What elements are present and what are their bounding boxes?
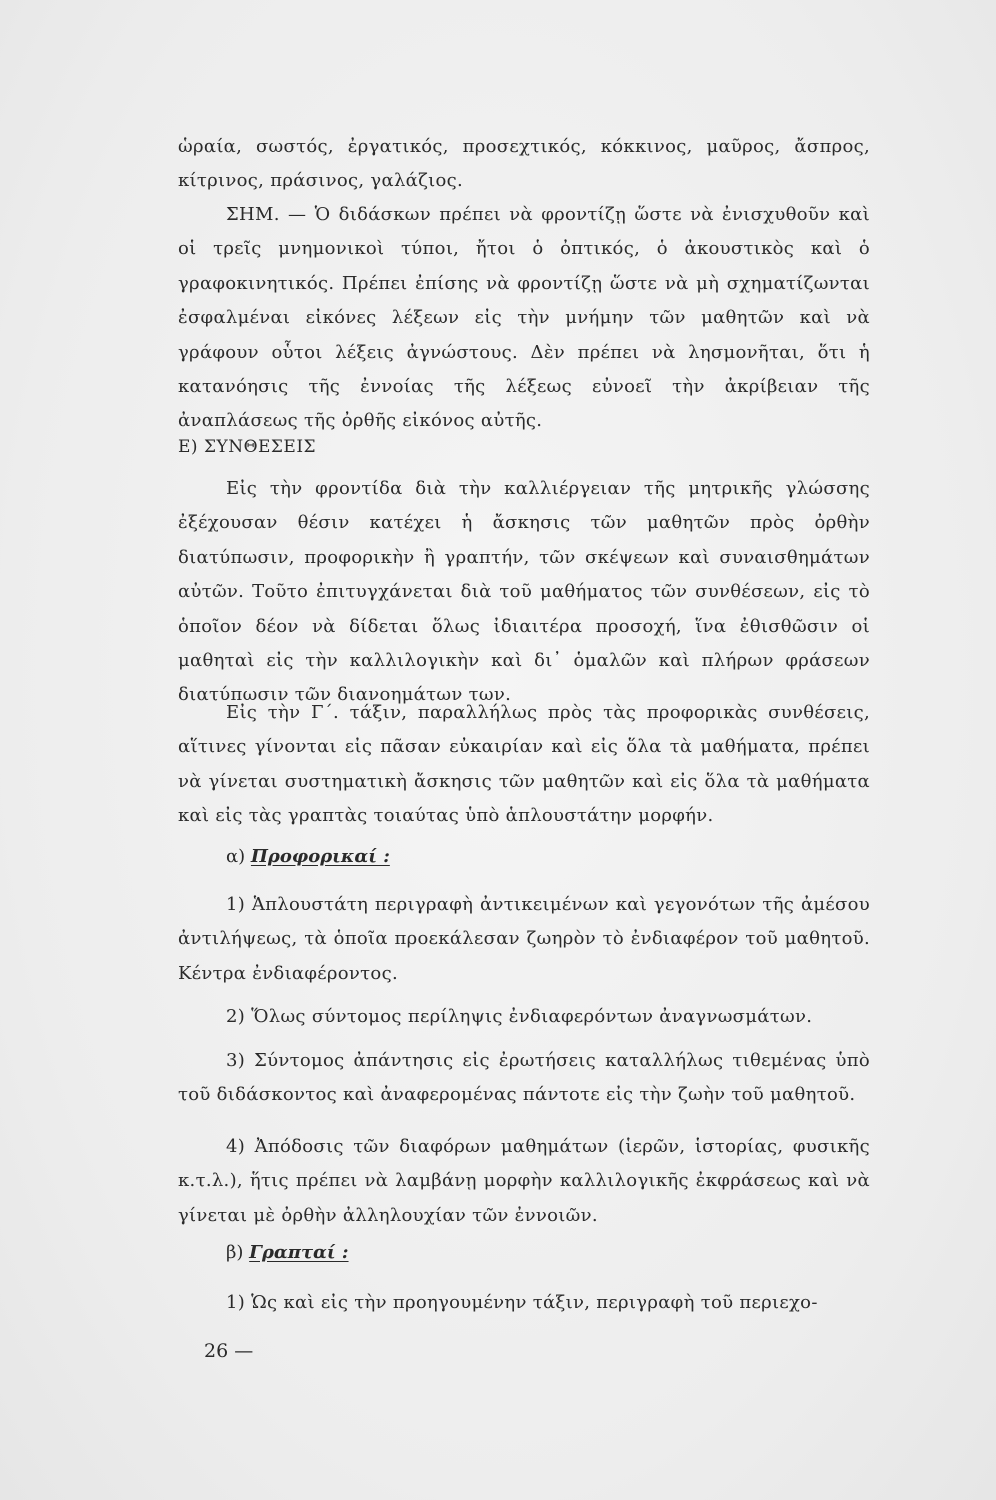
- list-item-3: 3) Σύντομος ἀπάντησις εἰς ἐρωτήσεις καταλλήλως τιθεμένας ὑπὸ τοῦ διδάσκοντος καὶ ἀναφερομένας πάντοτε εἰς τὴν ζωὴν τοῦ μαθητοῦ.: [178, 1050, 870, 1106]
- subsection-a-heading: [226, 846, 390, 867]
- subsection-b-heading: [226, 1242, 349, 1263]
- paragraph-compositions: Εἰς τὴν φροντίδα διὰ τὴν καλλιέργειαν τῆς μητρικῆς γλώσσης ἐξέχουσαν θέσιν κατέχει ἡ ἄσκησις τῶν μαθητῶν πρὸς ὀρθὴν διατύπωσιν, προφορικὴν ἢ γραπτήν, τῶν σκέψεων καὶ συναισθημάτων αὐτῶν. Τοῦτο ἐπιτυγχάνεται διὰ τοῦ μαθήματος τῶν συνθέσεων, εἰς τὸ ὁποῖον δέον νὰ δίδεται ὅλως ἰδιαιτέρα προσοχή, ἵνα ἐθισθῶσιν οἱ μαθηταὶ εἰς τὴν καλλιλογικὴν καὶ δι᾽ ὁμαλῶν καὶ πλήρων φράσεων διατύπωσιν τῶν διανοημάτων των.: [178, 478, 870, 706]
- list-item-4: 4) Ἀπόδοσις τῶν διαφόρων μαθημάτων (ἱερῶν, ἱστορίας, φυσικῆς κ.τ.λ.), ἥτις πρέπει νὰ λαμβάνῃ μορφὴν καλλιλογικῆς ἐκφράσεως καὶ νὰ γίνεται μὲ ὀρθὴν ἀλληλουχίαν τῶν ἐννοιῶν.: [178, 1136, 870, 1226]
- page-number: 26 —: [204, 1340, 254, 1362]
- list-item-2: 2) Ὅλως σύντομος περίληψις ἐνδιαφερόντων ἀναγνωσμάτων.: [226, 1006, 813, 1027]
- list-item-b1: 1) Ὡς καὶ εἰς τὴν προηγουμένην τάξιν, περιγραφὴ τοῦ περιεχο-: [226, 1292, 818, 1313]
- subsection-a-marker: α): [226, 846, 246, 867]
- subsection-a-title: Προφορικαί :: [250, 846, 390, 867]
- paragraph-third-class: Εἰς τὴν Γ΄. τάξιν, παραλλήλως πρὸς τὰς προφορικὰς συνθέσεις, αἵτινες γίνονται εἰς πᾶσαν εὐκαιρίαν καὶ εἰς ὅλα τὰ μαθήματα, πρέπει νὰ γίνεται συστηματικὴ ἄσκησις τῶν μαθητῶν καὶ εἰς ὅλα τὰ μαθήματα καὶ εἰς τὰς γραπτὰς τοιαύτας ὑπὸ ἁπλουστάτην μορφήν.: [178, 702, 870, 827]
- list-item-1: 1) Ἁπλουστάτη περιγραφὴ ἀντικειμένων καὶ γεγονότων τῆς ἀμέσου ἀντιλήψεως, τὰ ὁποῖα προεκάλεσαν ζωηρὸν τὸ ἐνδιαφέρον τοῦ μαθητοῦ. Κέντρα ἐνδιαφέροντος.: [178, 894, 870, 984]
- section-heading: Ε) ΣΥΝΘΕΣΕΙΣ: [178, 437, 317, 457]
- paragraph-note: ΣΗΜ. — Ὁ διδάσκων πρέπει νὰ φροντίζῃ ὥστε νὰ ἐνισχυθοῦν καὶ οἱ τρεῖς μνημονικοὶ τύποι, ἤτοι ὁ ὀπτικός, ὁ ἀκουστικὸς καὶ ὁ γραφοκινητικός. Πρέπει ἐπίσης νὰ φροντίζῃ ὥστε νὰ μὴ σχηματίζωνται ἐσφαλμέναι εἰκόνες λέξεων εἰς τὴν μνήμην τῶν μαθητῶν καὶ νὰ γράφουν οὗτοι λέξεις ἀγνώστους. Δὲν πρέπει νὰ λησμονῆται, ὅτι ἡ κατανόησις τῆς ἐννοίας τῆς λέξεως εὐνοεῖ τὴν ἀκρίβειαν τῆς ἀναπλάσεως τῆς ὀρθῆς εἰκόνος αὐτῆς.: [178, 204, 870, 432]
- subsection-b-title: Γραπταί :: [249, 1242, 349, 1263]
- paragraph-color-words: ὡραία, σωστός, ἐργατικός, προσεχτικός, κόκκινος, μαῦρος, ἄσπρος, κίτρινος, πράσινος, γαλάζιος.: [178, 136, 870, 192]
- subsection-b-marker: β): [226, 1242, 244, 1263]
